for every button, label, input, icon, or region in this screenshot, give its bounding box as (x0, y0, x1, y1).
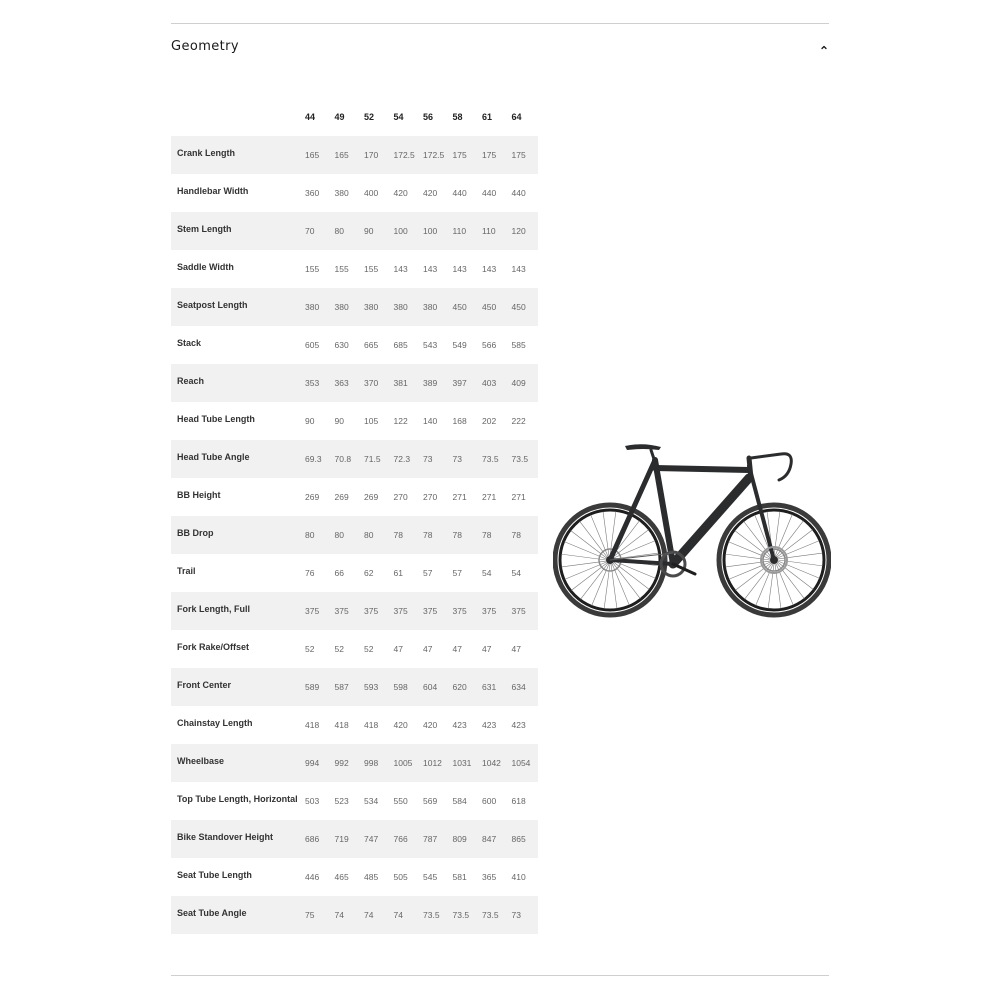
table-cell: 1042 (482, 758, 501, 768)
table-cell: 172.5 (393, 150, 415, 160)
table-cell: 271 (452, 492, 467, 502)
row-label: Trail (177, 566, 196, 576)
table-cell: 155 (305, 264, 320, 274)
table-cell: 809 (452, 834, 467, 844)
table-cell: 269 (364, 492, 379, 502)
table-cell: 543 (423, 340, 438, 350)
table-cell: 380 (334, 302, 349, 312)
table-cell: 505 (393, 872, 408, 882)
table-cell: 847 (482, 834, 497, 844)
table-cell: 598 (393, 682, 408, 692)
handlebar (751, 454, 791, 480)
table-cell: 1031 (452, 758, 472, 768)
table-cell: 400 (364, 188, 379, 198)
table-cell: 685 (393, 340, 408, 350)
table-cell: 143 (393, 264, 408, 274)
table-cell: 994 (305, 758, 320, 768)
table-cell: 269 (305, 492, 320, 502)
table-cell: 423 (482, 720, 497, 730)
table-cell: 80 (364, 530, 374, 540)
table-cell: 380 (334, 188, 349, 198)
table-cell: 140 (423, 416, 438, 426)
table-cell: 69.3 (305, 454, 322, 464)
table-cell: 170 (364, 150, 379, 160)
table-row (171, 516, 538, 554)
table-cell: 686 (305, 834, 320, 844)
table-row (171, 706, 538, 744)
table-cell: 1054 (511, 758, 531, 768)
table-cell: 168 (452, 416, 467, 426)
table-cell: 403 (482, 378, 497, 388)
table-cell: 423 (452, 720, 467, 730)
row-label: Seat Tube Length (177, 870, 252, 880)
table-cell: 865 (511, 834, 526, 844)
table-cell: 62 (364, 568, 374, 578)
chevron-up-icon[interactable] (819, 42, 829, 52)
row-label: Fork Rake/Offset (177, 642, 250, 652)
table-row (171, 288, 538, 326)
table-cell: 360 (305, 188, 320, 198)
table-cell: 604 (423, 682, 438, 692)
table-cell: 110 (452, 226, 467, 236)
table-cell: 380 (393, 302, 408, 312)
table-cell: 76 (305, 568, 315, 578)
table-cell: 585 (511, 340, 526, 350)
table-cell: 73 (511, 910, 521, 920)
table-cell: 365 (482, 872, 497, 882)
table-cell: 787 (423, 834, 438, 844)
table-cell: 380 (364, 302, 379, 312)
table-cell: 465 (334, 872, 349, 882)
table-cell: 375 (305, 606, 320, 616)
table-cell: 270 (423, 492, 438, 502)
table-cell: 175 (482, 150, 497, 160)
table-cell: 380 (305, 302, 320, 312)
table-cell: 566 (482, 340, 497, 350)
table-cell: 747 (364, 834, 379, 844)
table-cell: 1005 (393, 758, 413, 768)
size-column-header: 54 (393, 112, 404, 122)
table-cell: 420 (393, 720, 408, 730)
bike-frame (610, 450, 774, 564)
header-label-cell (171, 98, 302, 136)
table-cell: 420 (423, 188, 438, 198)
table-cell: 57 (452, 568, 462, 578)
table-cell: 375 (364, 606, 379, 616)
table-cell: 397 (452, 378, 467, 388)
table-cell: 61 (393, 568, 403, 578)
table-cell: 271 (511, 492, 526, 502)
table-cell: 418 (364, 720, 379, 730)
table-row (171, 592, 538, 630)
table-cell: 503 (305, 796, 320, 806)
table-cell: 122 (393, 416, 408, 426)
table-cell: 450 (511, 302, 526, 312)
table-cell: 363 (334, 378, 349, 388)
table-cell: 618 (511, 796, 526, 806)
table-cell: 52 (364, 644, 374, 654)
table-cell: 52 (305, 644, 315, 654)
row-label: Front Center (177, 680, 231, 690)
table-row (171, 440, 538, 478)
table-cell: 143 (482, 264, 497, 274)
table-cell: 418 (305, 720, 320, 730)
row-label: Handlebar Width (177, 186, 249, 196)
table-cell: 73.5 (482, 910, 499, 920)
table-cell: 998 (364, 758, 379, 768)
table-cell: 54 (511, 568, 521, 578)
table-cell: 992 (334, 758, 349, 768)
size-column-header: 52 (364, 112, 375, 122)
table-row (171, 896, 538, 934)
table-row (171, 554, 538, 592)
table-cell: 73 (452, 454, 462, 464)
table-cell: 534 (364, 796, 379, 806)
table-cell: 381 (393, 378, 408, 388)
table-cell: 523 (334, 796, 349, 806)
table-cell: 70.8 (334, 454, 352, 464)
table-cell: 54 (482, 568, 492, 578)
table-cell: 47 (482, 644, 492, 654)
table-row (171, 364, 538, 402)
table-row (171, 326, 538, 364)
table-cell: 581 (452, 872, 467, 882)
table-cell: 57 (423, 568, 433, 578)
table-cell: 423 (511, 720, 526, 730)
table-cell: 165 (334, 150, 349, 160)
table-cell: 410 (511, 872, 526, 882)
table-cell: 47 (452, 644, 462, 654)
row-label: Stack (177, 338, 202, 348)
table-cell: 78 (423, 530, 433, 540)
table-row (171, 782, 538, 820)
table-cell: 143 (423, 264, 438, 274)
table-cell: 375 (452, 606, 467, 616)
section-title: Geometry (171, 39, 240, 54)
table-cell: 90 (305, 416, 315, 426)
section-divider-bottom (171, 975, 829, 976)
table-cell: 271 (482, 492, 497, 502)
table-cell: 66 (334, 568, 344, 578)
table-cell: 80 (334, 226, 344, 236)
table-row (171, 630, 538, 668)
table-cell: 620 (452, 682, 467, 692)
table-cell: 375 (423, 606, 438, 616)
table-cell: 719 (334, 834, 349, 844)
table-cell: 550 (393, 796, 408, 806)
table-cell: 75 (305, 910, 315, 920)
table-cell: 584 (452, 796, 467, 806)
table-cell: 78 (393, 530, 403, 540)
table-cell: 155 (364, 264, 379, 274)
geometry-accordion-header[interactable] (171, 24, 829, 72)
road-bike-photo (553, 438, 831, 620)
size-column-header: 49 (334, 112, 345, 122)
table-cell: 73.5 (423, 910, 440, 920)
table-row (171, 174, 538, 212)
table-cell: 80 (334, 530, 344, 540)
row-label: Chainstay Length (177, 718, 253, 728)
table-cell: 593 (364, 682, 379, 692)
row-label: Bike Standover Height (177, 832, 274, 842)
table-cell: 270 (393, 492, 408, 502)
table-cell: 375 (511, 606, 526, 616)
table-cell: 589 (305, 682, 320, 692)
table-cell: 143 (511, 264, 526, 274)
row-label: BB Height (177, 490, 221, 500)
table-cell: 73.5 (482, 454, 499, 464)
table-cell: 110 (482, 226, 496, 236)
table-cell: 172.5 (423, 150, 445, 160)
table-cell: 90 (364, 226, 374, 236)
saddle (625, 444, 661, 450)
table-cell: 569 (423, 796, 438, 806)
row-label: Head Tube Angle (177, 452, 250, 462)
table-row (171, 820, 538, 858)
table-cell: 450 (452, 302, 467, 312)
table-cell: 47 (393, 644, 403, 654)
table-cell: 47 (511, 644, 521, 654)
table-cell: 78 (511, 530, 521, 540)
table-cell: 389 (423, 378, 438, 388)
size-column-header: 61 (482, 112, 493, 122)
table-cell: 440 (511, 188, 526, 198)
table-row (171, 250, 538, 288)
table-cell: 440 (452, 188, 467, 198)
table-cell: 80 (305, 530, 315, 540)
table-cell: 175 (511, 150, 526, 160)
row-label: Head Tube Length (177, 414, 255, 424)
table-row (171, 478, 538, 516)
table-cell: 100 (393, 226, 408, 236)
table-cell: 78 (452, 530, 462, 540)
table-row (171, 744, 538, 782)
table-cell: 71.5 (364, 454, 381, 464)
table-cell: 375 (482, 606, 497, 616)
table-row (171, 668, 538, 706)
table-cell: 73.5 (511, 454, 529, 464)
table-cell: 353 (305, 378, 320, 388)
table-cell: 605 (305, 340, 320, 350)
table-cell: 549 (452, 340, 467, 350)
table-cell: 665 (364, 340, 379, 350)
table-cell: 600 (482, 796, 497, 806)
table-cell: 420 (423, 720, 438, 730)
table-cell: 70 (305, 226, 315, 236)
table-cell: 375 (393, 606, 408, 616)
row-label: Seat Tube Angle (177, 908, 247, 918)
size-column-header: 44 (305, 112, 316, 122)
row-label: BB Drop (177, 528, 214, 538)
table-cell: 47 (423, 644, 433, 654)
table-cell: 631 (482, 682, 497, 692)
table-cell: 72.3 (393, 454, 411, 464)
table-cell: 74 (364, 910, 374, 920)
row-label: Reach (177, 376, 205, 386)
size-column-header: 58 (452, 112, 463, 122)
table-cell: 100 (423, 226, 438, 236)
table-cell: 450 (482, 302, 497, 312)
table-cell: 269 (334, 492, 349, 502)
table-cell: 155 (334, 264, 349, 274)
geometry-table (171, 98, 538, 934)
table-cell: 630 (334, 340, 349, 350)
table-cell: 409 (511, 378, 526, 388)
row-label: Saddle Width (177, 262, 234, 272)
table-cell: 418 (334, 720, 349, 730)
row-label: Top Tube Length, Horizontal (177, 794, 298, 804)
table-row (171, 212, 538, 250)
table-cell: 485 (364, 872, 379, 882)
table-cell: 73 (423, 454, 433, 464)
table-cell: 74 (393, 910, 403, 920)
table-cell: 73.5 (452, 910, 470, 920)
row-label: Seatpost Length (177, 300, 248, 310)
row-label: Wheelbase (177, 756, 225, 766)
table-cell: 587 (334, 682, 349, 692)
table-cell: 165 (305, 150, 320, 160)
row-label: Crank Length (177, 148, 236, 158)
table-cell: 143 (452, 264, 467, 274)
table-cell: 105 (364, 416, 379, 426)
row-label: Stem Length (177, 224, 232, 234)
table-cell: 74 (334, 910, 344, 920)
size-column-header: 64 (511, 112, 522, 122)
table-cell: 370 (364, 378, 379, 388)
table-cell: 202 (482, 416, 497, 426)
table-cell: 78 (482, 530, 492, 540)
table-cell: 420 (393, 188, 408, 198)
size-header-row (171, 98, 538, 136)
row-label: Fork Length, Full (177, 604, 250, 614)
table-cell: 440 (482, 188, 497, 198)
table-cell: 446 (305, 872, 320, 882)
table-cell: 1012 (423, 758, 442, 768)
table-cell: 90 (334, 416, 344, 426)
table-cell: 766 (393, 834, 408, 844)
table-row (171, 136, 538, 174)
table-cell: 375 (334, 606, 349, 616)
size-column-header: 56 (423, 112, 434, 122)
table-cell: 120 (511, 226, 526, 236)
table-cell: 52 (334, 644, 344, 654)
table-row (171, 402, 538, 440)
table-cell: 634 (511, 682, 526, 692)
table-row (171, 858, 538, 896)
table-cell: 222 (511, 416, 526, 426)
table-cell: 380 (423, 302, 438, 312)
table-cell: 175 (452, 150, 467, 160)
table-cell: 545 (423, 872, 438, 882)
